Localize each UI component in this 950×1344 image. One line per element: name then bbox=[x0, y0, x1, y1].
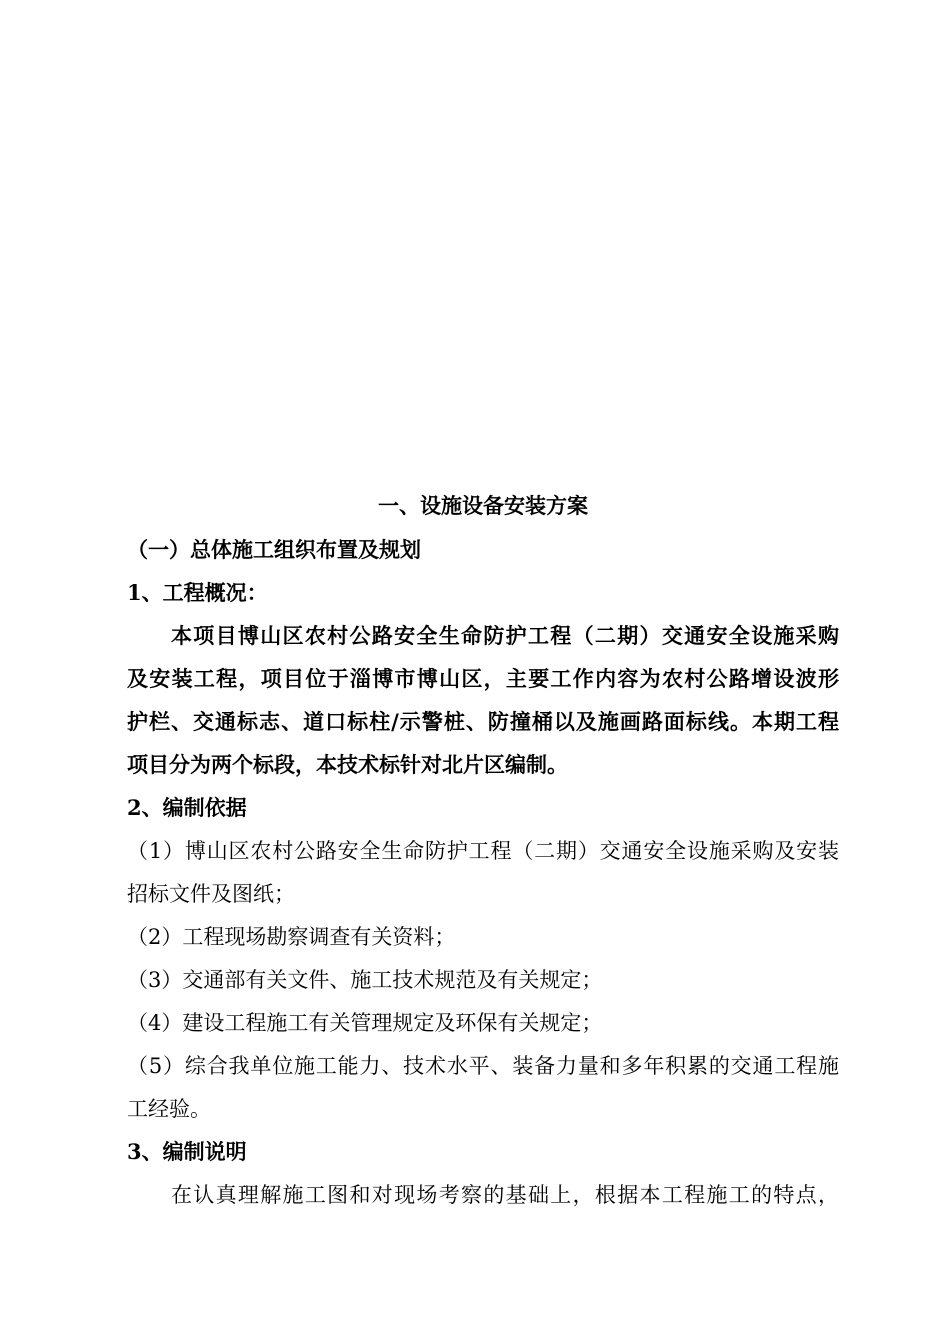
basis-item: （1）博山区农村公路安全生命防护工程（二期）交通安全设施采购及安装 bbox=[127, 839, 839, 863]
basis-item: 招标文件及图纸； bbox=[127, 882, 295, 906]
overview-line: 项目分为两个标段，本技术标针对北片区编制。 bbox=[127, 752, 568, 777]
basis-item: （3）交通部有关文件、施工技术规范及有关规定； bbox=[127, 968, 603, 992]
basis-item: （2）工程现场勘察调查有关资料； bbox=[127, 925, 456, 949]
overview-line: 及安装工程，项目位于淄博市博山区，主要工作内容为农村公路增设波形 bbox=[127, 666, 839, 691]
subsection-title: （一）总体施工组织布置及规划 bbox=[127, 537, 421, 562]
section-title: 一、设施设备安装方案 bbox=[378, 493, 588, 518]
explanation-line: 在认真理解施工图和对现场考察的基础上，根据本工程施工的特点， bbox=[171, 1183, 839, 1207]
heading-basis: 2、编制依据 bbox=[127, 795, 247, 820]
overview-line: 护栏、交通标志、道口标柱/示警桩、防撞桶以及施画路面标线。本期工程 bbox=[127, 709, 839, 734]
heading-overview: 1、工程概况： bbox=[127, 580, 268, 605]
basis-item: （5）综合我单位施工能力、技术水平、装备力量和多年积累的交通工程施 bbox=[127, 1054, 839, 1078]
basis-item: （4）建设工程施工有关管理规定及环保有关规定； bbox=[127, 1011, 603, 1035]
basis-item: 工经验。 bbox=[127, 1097, 211, 1121]
overview-line: 本项目博山区农村公路安全生命防护工程（二期）交通安全设施采购 bbox=[171, 623, 839, 648]
heading-explanation: 3、编制说明 bbox=[127, 1139, 247, 1164]
